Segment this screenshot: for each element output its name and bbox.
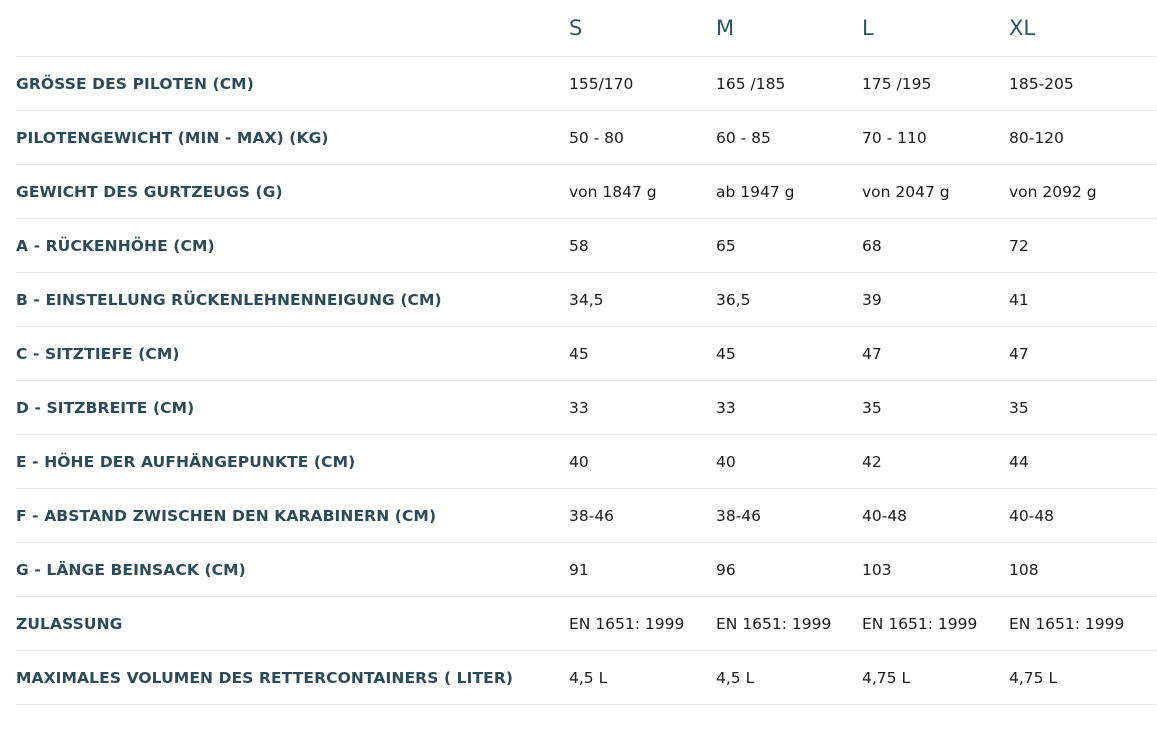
cell-value-xl: 41 xyxy=(1009,290,1029,309)
table-row xyxy=(16,381,1156,435)
cell-value-l: 35 xyxy=(862,398,882,417)
cell-value-l: 68 xyxy=(862,236,882,255)
cell-value-m: ab 1947 g xyxy=(716,182,795,201)
size-header-s: S xyxy=(569,16,583,40)
cell-value-l: 47 xyxy=(862,344,882,363)
size-spec-table xyxy=(16,0,1156,705)
table-row xyxy=(16,651,1156,705)
cell-value-xl: von 2092 g xyxy=(1009,182,1097,201)
row-label: D - SITZBREITE (CM) xyxy=(16,398,195,417)
cell-value-s: 38-46 xyxy=(569,506,615,525)
cell-value-xl: 185-205 xyxy=(1009,74,1074,93)
table-row xyxy=(16,489,1156,543)
row-label: MAXIMALES VOLUMEN DES RETTERCONTAINERS ( LITER) xyxy=(16,668,514,687)
cell-value-xl: 108 xyxy=(1009,560,1039,579)
cell-value-xl: 4,75 L xyxy=(1009,668,1058,687)
row-label: C - SITZTIEFE (CM) xyxy=(16,344,180,363)
table-row xyxy=(16,165,1156,219)
cell-value-l: 40-48 xyxy=(862,506,908,525)
cell-value-s: 40 xyxy=(569,452,589,471)
cell-value-m: 45 xyxy=(716,344,736,363)
cell-value-m: 65 xyxy=(716,236,736,255)
row-label: E - HÖHE DER AUFHÄNGEPUNKTE (CM) xyxy=(16,452,356,471)
row-label: ZULASSUNG xyxy=(16,614,123,633)
row-label: G - LÄNGE BEINSACK (CM) xyxy=(16,560,246,579)
cell-value-s: 34,5 xyxy=(569,290,604,309)
cell-value-xl: 40-48 xyxy=(1009,506,1055,525)
row-label: GRÖSSE DES PILOTEN (CM) xyxy=(16,74,254,93)
row-label: F - ABSTAND ZWISCHEN DEN KARABINERN (CM) xyxy=(16,506,437,525)
size-header-m: M xyxy=(716,16,735,40)
cell-value-s: 50 - 80 xyxy=(569,128,624,147)
cell-value-m: 40 xyxy=(716,452,736,471)
row-label: B - EINSTELLUNG RÜCKENLEHNENNEIGUNG (CM) xyxy=(16,290,442,309)
cell-value-l: 70 - 110 xyxy=(862,128,927,147)
cell-value-m: 96 xyxy=(716,560,736,579)
cell-value-s: 45 xyxy=(569,344,589,363)
cell-value-s: 91 xyxy=(569,560,589,579)
cell-value-m: 4,5 L xyxy=(716,668,755,687)
cell-value-l: 4,75 L xyxy=(862,668,911,687)
cell-value-xl: 35 xyxy=(1009,398,1029,417)
table-row xyxy=(16,597,1156,651)
row-label: GEWICHT DES GURTZEUGS (G) xyxy=(16,182,283,201)
row-label: A - RÜCKENHÖHE (CM) xyxy=(16,236,215,255)
cell-value-xl: 47 xyxy=(1009,344,1029,363)
table-row xyxy=(16,543,1156,597)
cell-value-s: 58 xyxy=(569,236,589,255)
cell-value-l: EN 1651: 1999 xyxy=(862,614,978,633)
table-row xyxy=(16,111,1156,165)
cell-value-s: EN 1651: 1999 xyxy=(569,614,685,633)
table-row xyxy=(16,435,1156,489)
cell-value-xl: 44 xyxy=(1009,452,1029,471)
table-row xyxy=(16,219,1156,273)
table-row xyxy=(16,57,1156,111)
cell-value-m: 33 xyxy=(716,398,736,417)
table-row xyxy=(16,273,1156,327)
table-row xyxy=(16,327,1156,381)
cell-value-m: 38-46 xyxy=(716,506,762,525)
cell-value-s: 33 xyxy=(569,398,589,417)
cell-value-s: von 1847 g xyxy=(569,182,657,201)
cell-value-l: 39 xyxy=(862,290,882,309)
cell-value-l: 175 /195 xyxy=(862,74,932,93)
cell-value-s: 155/170 xyxy=(569,74,634,93)
cell-value-xl: EN 1651: 1999 xyxy=(1009,614,1125,633)
cell-value-xl: 80-120 xyxy=(1009,128,1064,147)
cell-value-l: 103 xyxy=(862,560,892,579)
cell-value-l: von 2047 g xyxy=(862,182,950,201)
table-header-row xyxy=(16,0,1156,57)
cell-value-xl: 72 xyxy=(1009,236,1029,255)
cell-value-m: 36,5 xyxy=(716,290,751,309)
cell-value-m: EN 1651: 1999 xyxy=(716,614,832,633)
row-label: PILOTENGEWICHT (MIN - MAX) (KG) xyxy=(16,128,329,147)
size-header-xl: XL xyxy=(1009,16,1036,40)
cell-value-l: 42 xyxy=(862,452,882,471)
cell-value-m: 165 /185 xyxy=(716,74,786,93)
cell-value-s: 4,5 L xyxy=(569,668,608,687)
size-header-l: L xyxy=(862,16,874,40)
cell-value-m: 60 - 85 xyxy=(716,128,771,147)
